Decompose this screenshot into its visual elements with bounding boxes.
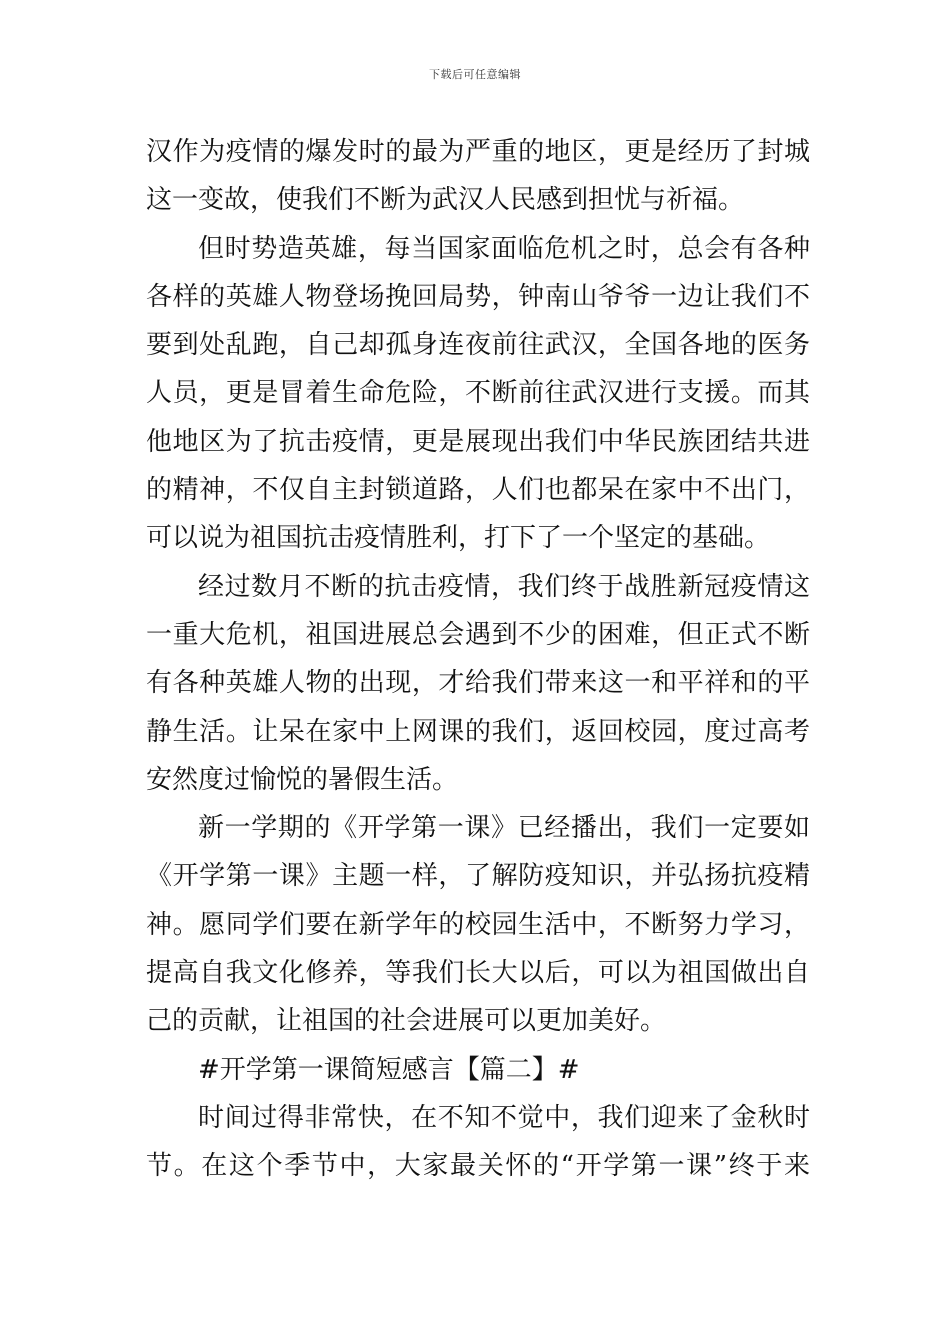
text-line: 可以说为祖国抗击疫情胜利，打下了一个坚定的基础。 (146, 523, 771, 554)
text-line: 神。愿同学们要在新学年的校园生活中，不断努力学习， (146, 909, 810, 940)
text-line: 他地区为了抗击疫情，更是展现出我们中华民族团结共进 (146, 426, 810, 457)
text-line: 提高自我文化修养，等我们长大以后，可以为祖国做出自 (146, 958, 810, 989)
text-line: 要到处乱跑，自己却孤身连夜前往武汉，全国各地的医务 (146, 330, 810, 361)
body-text (146, 128, 810, 1191)
text-line: 节。在这个季节中，大家最关怀的“开学第一课”终于来 (146, 1151, 810, 1182)
text-line: 新一学期的《开学第一课》已经播出，我们一定要如 (198, 813, 810, 844)
text-line: 一重大危机，祖国进展总会遇到不少的困难，但正式不断 (146, 619, 810, 650)
text-line: 《开学第一课》主题一样，了解防疫知识，并弘扬抗疫精 (146, 861, 810, 892)
text-line: 时间过得非常快，在不知不觉中，我们迎来了金秋时 (198, 1102, 810, 1133)
text-line: 这一变故，使我们不断为武汉人民感到担忧与祈福。 (146, 185, 745, 216)
text-line: 静生活。让呆在家中上网课的我们，返回校园，度过高考 (146, 716, 810, 747)
text-line: 各样的英雄人物登场挽回局势，钟南山爷爷一边让我们不 (146, 281, 810, 312)
page-header: 下载后可任意编辑 (429, 68, 521, 81)
text-line: 的精神，不仅自主封锁道路，人们也都呆在家中不出门， (146, 475, 810, 506)
text-line: 汉作为疫情的爆发时的最为严重的地区，更是经历了封城 (146, 137, 810, 167)
text-line: 但时势造英雄，每当国家面临危机之时，总会有各种 (198, 233, 810, 264)
text-line: 经过数月不断的抗击疫情，我们终于战胜新冠疫情这 (198, 571, 810, 602)
text-line: 人员，更是冒着生命危险，不断前往武汉进行支援。而其 (146, 378, 810, 409)
text-line: 安然度过愉悦的暑假生活。 (146, 764, 459, 795)
text-line: #开学第一课简短感言【篇二】# (198, 1054, 580, 1085)
text-line: 己的贡献，让祖国的社会进展可以更加美好。 (146, 1006, 667, 1037)
text-line: 有各种英雄人物的出现，才给我们带来这一和平祥和的平 (146, 668, 810, 699)
